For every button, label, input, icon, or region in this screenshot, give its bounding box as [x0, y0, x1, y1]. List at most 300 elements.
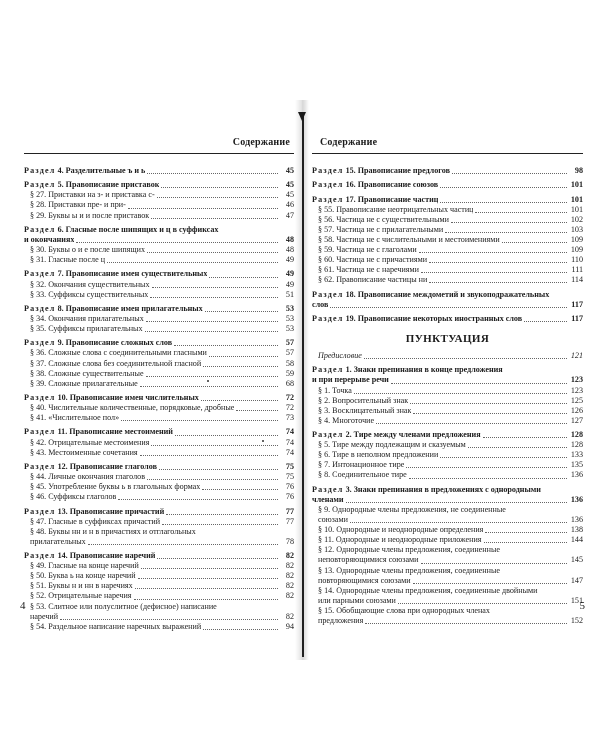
toc-item [24, 591, 294, 601]
entry-text: Предисловие [318, 351, 362, 361]
razdel-word: Раздел [24, 506, 56, 516]
entry-page-number: 101 [570, 204, 583, 214]
entry-page-number: 109 [570, 234, 583, 244]
entry-title [24, 180, 159, 190]
entry-text: повторяющимися союзами [318, 575, 411, 585]
toc-section [24, 180, 294, 190]
entry-text: 3. Знаки препинания в предложениях с однородными [345, 484, 541, 494]
entry-title [24, 269, 207, 279]
toc-section [312, 195, 583, 205]
entry-text: § 46. Суффиксы глаголов [30, 492, 117, 502]
entry-title-line [24, 225, 294, 235]
entry-text: 11. Правописание местоимений [57, 427, 173, 437]
dot-leader [140, 386, 278, 387]
entry-page-number: 82 [285, 591, 294, 601]
dot-leader [166, 514, 278, 515]
entry-page-number: 72 [285, 403, 294, 413]
entry-page-number: 53 [285, 324, 294, 334]
entry-page-number: 72 [285, 393, 294, 402]
razdel-word: Раздел [24, 166, 56, 175]
dot-leader [203, 366, 278, 367]
entry-text: слов [312, 299, 329, 309]
toc-item [24, 571, 294, 581]
entry-page-number: 136 [570, 470, 583, 480]
entry-text: § 33. Суффиксы существительных [30, 289, 149, 299]
entry-page-number: 123 [570, 375, 583, 385]
razdel-word: Раздел [24, 393, 56, 402]
entry-title [24, 507, 164, 517]
entry-title [24, 551, 155, 561]
entry-text: 5. Правописание приставок [57, 180, 160, 190]
toc-item [24, 290, 294, 300]
toc-item [312, 205, 583, 215]
entry-page-number: 82 [285, 551, 294, 561]
entry-title [30, 517, 160, 527]
entry-page-number: 75 [285, 461, 294, 471]
entry-text: § 31. Гласные после ц [30, 255, 106, 265]
dot-leader [354, 393, 567, 394]
dot-leader [60, 619, 278, 620]
dot-leader [413, 583, 567, 584]
razdel-word: Раздел [312, 430, 344, 440]
entry-title [318, 265, 419, 275]
dot-leader [468, 447, 567, 448]
entry-page-number: 74 [285, 427, 294, 437]
toc-item [24, 561, 294, 571]
dot-leader [440, 457, 567, 458]
entry-title-line [312, 495, 583, 505]
entry-title [318, 255, 427, 265]
toc-item [24, 280, 294, 290]
entry-title [312, 195, 438, 205]
entry-text: 16. Правописание союзов [345, 180, 439, 190]
entry-text: § 5. Тире между подлежащим и сказуемым [318, 440, 466, 450]
entry-title [318, 235, 500, 245]
razdel-word: Раздел [312, 180, 344, 190]
dot-leader [76, 242, 278, 243]
toc-section [312, 166, 583, 176]
entry-page-number: 78 [285, 536, 294, 546]
entry-text: § 27. Приставки на з- и приставка с- [30, 190, 155, 200]
toc-item [24, 602, 294, 622]
running-head: Содержание [232, 137, 290, 148]
entry-page-number: 53 [285, 303, 294, 313]
toc-section [312, 365, 583, 385]
page-number: 4 [20, 600, 26, 612]
entry-text: § 52. Отрицательные наречия [30, 591, 132, 601]
dot-leader [175, 435, 278, 436]
razdel-word: Раздел [312, 289, 344, 299]
entry-title [318, 245, 417, 255]
entry-title [30, 413, 119, 423]
entry-text: § 50. Буква ь на конце наречий [30, 571, 136, 581]
entry-page-number: 74 [285, 447, 294, 457]
entry-page-number: 76 [285, 482, 294, 492]
entry-title [30, 348, 207, 358]
entry-title [318, 525, 483, 535]
entry-title-line [318, 555, 583, 565]
entry-page-number: 45 [285, 190, 294, 200]
toc-item [24, 492, 294, 502]
razdel-word: Раздел [312, 484, 344, 494]
toc-item [24, 200, 294, 210]
entry-page-number: 74 [285, 437, 294, 447]
entry-page-number: 101 [570, 194, 583, 204]
entry-page-number: 68 [285, 378, 294, 388]
dot-leader [140, 455, 278, 456]
toc-item [24, 482, 294, 492]
razdel-word: Раздел [312, 166, 344, 175]
dot-leader [151, 218, 278, 219]
razdel-word: Раздел [24, 338, 56, 348]
entry-text: 8. Правописание имен прилагательных [57, 303, 203, 313]
entry-page-number: 82 [285, 571, 294, 581]
entry-title-line: § 9. Однородные члены предложения, не соединенные [318, 504, 506, 514]
entry-title [30, 200, 126, 210]
dot-leader [484, 542, 567, 543]
dot-leader [365, 623, 567, 624]
toc-item [24, 517, 294, 527]
toc-section [312, 430, 583, 440]
entry-title [318, 416, 374, 426]
toc-section [312, 180, 583, 190]
entry-title-line [24, 235, 294, 245]
toc-item [312, 275, 583, 285]
toc-item [24, 438, 294, 448]
entry-page-number: 147 [570, 575, 583, 585]
toc-item [24, 369, 294, 379]
entry-text: § 49. Гласные на конце наречий [30, 561, 139, 571]
dot-leader [350, 522, 567, 523]
entry-text: § 41. «Числительное пол» [30, 413, 120, 423]
entry-page-number: 46 [285, 200, 294, 210]
entry-title [318, 225, 443, 235]
toc-item [24, 211, 294, 221]
entry-page-number: 126 [570, 405, 583, 415]
entry-title [30, 622, 201, 632]
entry-title [30, 190, 155, 200]
dot-leader [440, 187, 567, 188]
toc-section [24, 338, 294, 348]
dot-leader [524, 321, 567, 322]
entry-text: § 44. Личные окончания глаголов [30, 472, 146, 482]
dot-leader [150, 297, 278, 298]
toc-item [24, 581, 294, 591]
entry-page-number: 82 [285, 581, 294, 591]
dot-leader [147, 252, 278, 253]
entry-text: 18. Правописание междометий и звукоподражательных [345, 289, 550, 299]
toc-item [312, 440, 583, 450]
razdel-word: Раздел [24, 427, 56, 437]
dot-leader [134, 599, 278, 600]
entry-title-line [318, 616, 583, 626]
toc-item [312, 245, 583, 255]
dot-leader [409, 478, 567, 479]
entry-text: § 2. Вопросительный знак [318, 395, 409, 405]
entry-title-line: § 15. Обобщающие слова при однородных членах [318, 605, 490, 615]
toc-list [24, 166, 294, 632]
entry-text: § 7. Интонационное тире [318, 460, 405, 470]
toc-item [24, 622, 294, 632]
entry-title [30, 255, 105, 265]
dot-leader [138, 578, 278, 579]
entry-title [30, 448, 138, 458]
toc-item [312, 215, 583, 225]
dot-leader [406, 467, 567, 468]
dot-leader [419, 252, 567, 253]
entry-text: § 11. Однородные и неоднородные приложения [318, 535, 482, 545]
dot-leader [502, 242, 567, 243]
entry-text: § 1. Точка [318, 385, 352, 395]
toc-orthography-part [312, 166, 583, 324]
entry-title [30, 581, 133, 591]
entry-page-number: 47 [285, 210, 294, 220]
toc-item [312, 606, 583, 626]
razdel-word: Раздел [24, 461, 56, 471]
entry-text: § 51. Буквы н и нн в наречиях [30, 581, 133, 591]
toc-section [24, 304, 294, 314]
toc-item [312, 535, 583, 545]
toc-section [24, 551, 294, 561]
entry-title-line: § 14. Однородные члены предложения, соединенные двойными [318, 585, 538, 595]
dot-leader [391, 383, 567, 384]
entry-title [318, 535, 482, 545]
dot-leader [151, 445, 278, 446]
entry-title [312, 180, 438, 190]
dot-leader [146, 376, 278, 377]
razdel-word: Раздел [24, 303, 56, 313]
toc-section [312, 485, 583, 505]
entry-page-number: 103 [570, 224, 583, 234]
razdel-word: Раздел [312, 313, 344, 323]
entry-title-line [312, 365, 583, 375]
toc-item [24, 403, 294, 413]
entry-page-number: 48 [285, 245, 294, 255]
entry-page-number: 59 [285, 368, 294, 378]
dot-leader [475, 212, 567, 213]
toc-item [24, 359, 294, 369]
entry-page-number: 53 [285, 313, 294, 323]
entry-text: прилагательных [30, 536, 86, 546]
toc-section [24, 462, 294, 472]
entry-page-number: 75 [285, 472, 294, 482]
entry-text: наречий [30, 611, 59, 621]
gutter-line [302, 112, 304, 657]
entry-title [30, 314, 144, 324]
entry-title [30, 438, 149, 448]
dot-leader [157, 197, 278, 198]
entry-page-number: 127 [570, 415, 583, 425]
toc-item [312, 566, 583, 586]
entry-title-line: § 13. Однородные члены предложения, соединенные [318, 565, 500, 575]
dot-leader [376, 423, 567, 424]
entry-page-number: 110 [571, 255, 583, 265]
dot-leader [451, 222, 567, 223]
entry-page-number: 109 [570, 245, 583, 255]
toc-item [312, 505, 583, 525]
toc-section [24, 166, 294, 176]
entry-title [24, 166, 145, 176]
entry-page-number: 49 [285, 255, 294, 265]
entry-title [30, 379, 138, 389]
entry-text: § 43. Местоименные сочетания [30, 447, 138, 457]
dot-leader [157, 558, 278, 559]
entry-page-number: 57 [285, 338, 294, 348]
dot-leader [202, 489, 278, 490]
dot-leader [141, 568, 278, 569]
toc-item [24, 472, 294, 482]
entry-title [30, 324, 143, 334]
entry-page-number: 117 [571, 299, 583, 309]
entry-page-number: 77 [285, 516, 294, 526]
entry-text: § 37. Сложные слова без соединительной гласной [30, 358, 202, 368]
dot-leader [483, 437, 567, 438]
entry-text: 12. Правописание глаголов [57, 461, 157, 471]
entry-page-number: 138 [570, 525, 583, 535]
toc-item [24, 324, 294, 334]
header-rule [24, 153, 294, 154]
entry-text: § 38. Сложные существительные [30, 368, 144, 378]
entry-page-number: 77 [285, 506, 294, 516]
dot-leader [398, 603, 567, 604]
entry-title-line [318, 576, 583, 586]
entry-text: § 45. Употребление буквы ь в глагольных формах [30, 482, 201, 492]
toc-item [312, 470, 583, 480]
entry-text: § 56. Частица не с существительными [318, 214, 449, 224]
toc-item [24, 314, 294, 324]
dot-leader [209, 277, 278, 278]
dot-leader [147, 173, 278, 174]
entry-text: 2. Тире между членами предложения [345, 430, 481, 440]
entry-title [318, 396, 408, 406]
dot-leader [413, 413, 567, 414]
entry-page-number: 102 [570, 214, 583, 224]
entry-text: § 58. Частица не с числительными и местоимениями [318, 234, 500, 244]
entry-title [30, 245, 145, 255]
dot-leader [364, 358, 567, 359]
toc-item [24, 245, 294, 255]
toc-item [24, 348, 294, 358]
entry-title-line [312, 485, 583, 495]
header-rule [312, 153, 583, 154]
entry-title [318, 386, 352, 396]
entry-title [318, 205, 473, 215]
entry-title-line [30, 612, 294, 622]
dot-leader [146, 321, 278, 322]
entry-page-number: 135 [570, 460, 583, 470]
dot-leader [445, 232, 567, 233]
entry-page-number: 114 [571, 275, 583, 285]
toc-item [312, 586, 583, 606]
entry-text: § 29. Буквы ы и и после приставок [30, 210, 150, 220]
dot-leader [121, 420, 278, 421]
entry-title [30, 591, 132, 601]
toc-section [312, 290, 583, 310]
dot-leader [128, 208, 278, 209]
toc-item [312, 255, 583, 265]
toc-item [24, 448, 294, 458]
entry-text: 4. Разделительные ъ и ь [57, 166, 146, 175]
dot-leader [421, 563, 568, 564]
entry-page-number: 125 [570, 395, 583, 405]
entry-page-number: 45 [285, 180, 294, 190]
entry-text: § 30. Буквы о и е после шипящих [30, 245, 146, 255]
entry-text: 6. Гласные после шипящих и ц в суффиксах [57, 224, 219, 234]
entry-title [318, 406, 411, 416]
entry-text: § 62. Правописание частицы ни [318, 275, 428, 285]
entry-page-number: 128 [570, 440, 583, 450]
punctuation-heading: ПУНКТУАЦИЯ [405, 333, 490, 346]
dot-leader [429, 262, 567, 263]
toc-section [312, 314, 583, 324]
entry-text: § 57. Частица не с прилагательными [318, 224, 444, 234]
entry-title [30, 482, 200, 492]
entry-page-number: 101 [570, 180, 583, 190]
dot-leader [88, 544, 278, 545]
entry-page-number: 82 [285, 611, 294, 621]
toc-item [24, 255, 294, 265]
entry-title [312, 430, 481, 440]
entry-page-number: 73 [285, 413, 294, 423]
gutter-mark [298, 112, 306, 121]
razdel-word: Раздел [312, 365, 344, 375]
entry-text: § 40. Числительные количественные, порядковые, дробные [30, 403, 235, 413]
entry-text: § 54. Раздельное написание наречных выражений [30, 621, 202, 631]
entry-text: § 10. Однородные и неоднородные определения [318, 525, 484, 535]
toc-item [312, 525, 583, 535]
entry-title [318, 351, 362, 361]
toc-section [24, 427, 294, 437]
entry-title [24, 304, 203, 314]
entry-page-number: 136 [570, 494, 583, 504]
toc-section [24, 393, 294, 403]
running-head: Содержание [320, 137, 378, 148]
entry-text: § 4. Многоточие [318, 415, 375, 425]
dot-leader [410, 403, 567, 404]
entry-title [318, 275, 427, 285]
entry-title [30, 571, 136, 581]
toc-item [24, 527, 294, 547]
dot-leader [161, 187, 278, 188]
razdel-word: Раздел [24, 224, 56, 234]
entry-title [24, 338, 172, 348]
toc-item [312, 416, 583, 426]
entry-page-number: 128 [570, 430, 583, 440]
dot-leader [147, 479, 278, 480]
entry-text: 10. Правописание имен числительных [57, 393, 199, 402]
razdel-word: Раздел [24, 180, 56, 190]
dot-leader [440, 202, 567, 203]
entry-title [318, 470, 407, 480]
entry-text: § 6. Тире в неполном предложении [318, 450, 439, 460]
dot-leader [205, 311, 278, 312]
toc-list [312, 166, 583, 626]
entry-title [318, 460, 404, 470]
entry-page-number: 48 [285, 234, 294, 244]
dot-leader [429, 282, 567, 283]
entry-page-number: 117 [571, 313, 583, 323]
dot-leader [107, 262, 278, 263]
dot-leader [162, 524, 278, 525]
entry-text: § 35. Суффиксы прилагательных [30, 324, 143, 334]
entry-text: неповторяющимися союзами [318, 555, 419, 565]
entry-text: § 42. Отрицательные местоимения [30, 437, 150, 447]
dot-leader [346, 502, 567, 503]
dot-leader [330, 307, 567, 308]
entry-title [30, 290, 148, 300]
dot-leader [452, 173, 567, 174]
entry-title [30, 472, 145, 482]
